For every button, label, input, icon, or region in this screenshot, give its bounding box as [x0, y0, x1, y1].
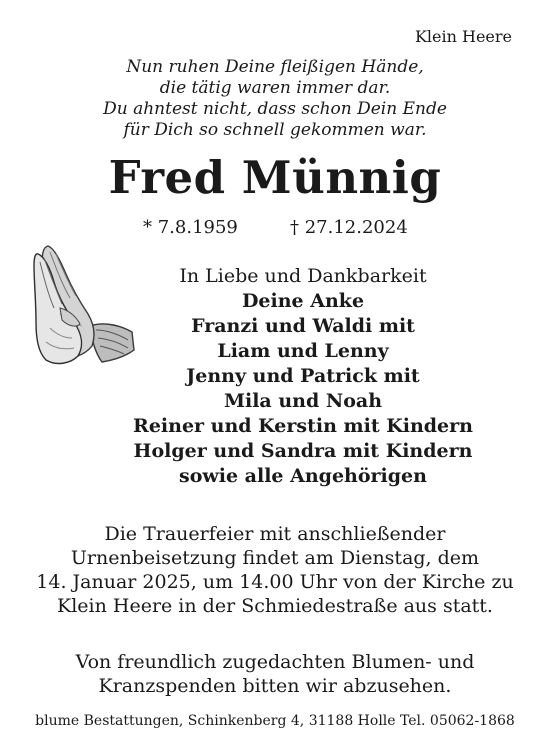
funeral-home-footer: blume Bestattungen, Schinkenberg 4, 31188 Holle Tel. 05062-1868: [35, 713, 515, 729]
poem: [0, 57, 550, 141]
ceremony-line: Urnenbeisetzung findet am Dienstag, dem: [70, 547, 480, 569]
deceased-name: Fred Münnig: [108, 151, 442, 204]
mourner-name: Mila und Noah: [223, 390, 383, 412]
poem-line: Du ahntest nicht, dass schon Dein Ende: [103, 99, 447, 119]
mourner-name: Jenny und Patrick mit: [186, 365, 420, 387]
flowers-line: Von freundlich zugedachten Blumen- und: [75, 651, 475, 673]
ceremony-line: 14. Januar 2025, um 14.00 Uhr von der Kirche zu: [36, 571, 514, 593]
death-date: † 27.12.2024: [290, 217, 408, 238]
flowers-notice: [0, 650, 550, 698]
mourner-name: Franzi und Waldi mit: [191, 315, 415, 337]
poem-line: für Dich so schnell gekommen war.: [123, 120, 427, 140]
mourners-intro: In Liebe und Dankbarkeit: [179, 265, 427, 287]
mourners-block: [68, 264, 538, 489]
mourner-name: Holger und Sandra mit Kindern: [133, 440, 473, 462]
ceremony-line: Klein Heere in der Schmiedestraße aus statt.: [57, 595, 493, 617]
mourner-name: Liam und Lenny: [217, 340, 389, 362]
poem-line: Nun ruhen Deine fleißigen Hände,: [126, 57, 424, 77]
ceremony-notice: [0, 522, 550, 618]
ceremony-line: Die Trauerfeier mit anschließender: [104, 523, 446, 545]
mourner-name: Deine Anke: [241, 290, 365, 312]
mourner-name: sowie alle Angehörigen: [179, 465, 427, 487]
flowers-line: Kranzspenden bitten wir abzusehen.: [98, 675, 452, 697]
birth-date: * 7.8.1959: [143, 217, 238, 238]
mourner-name: Reiner und Kerstin mit Kindern: [133, 415, 473, 437]
poem-line: die tätig waren immer dar.: [159, 78, 391, 98]
place-name: Klein Heere: [414, 27, 512, 46]
